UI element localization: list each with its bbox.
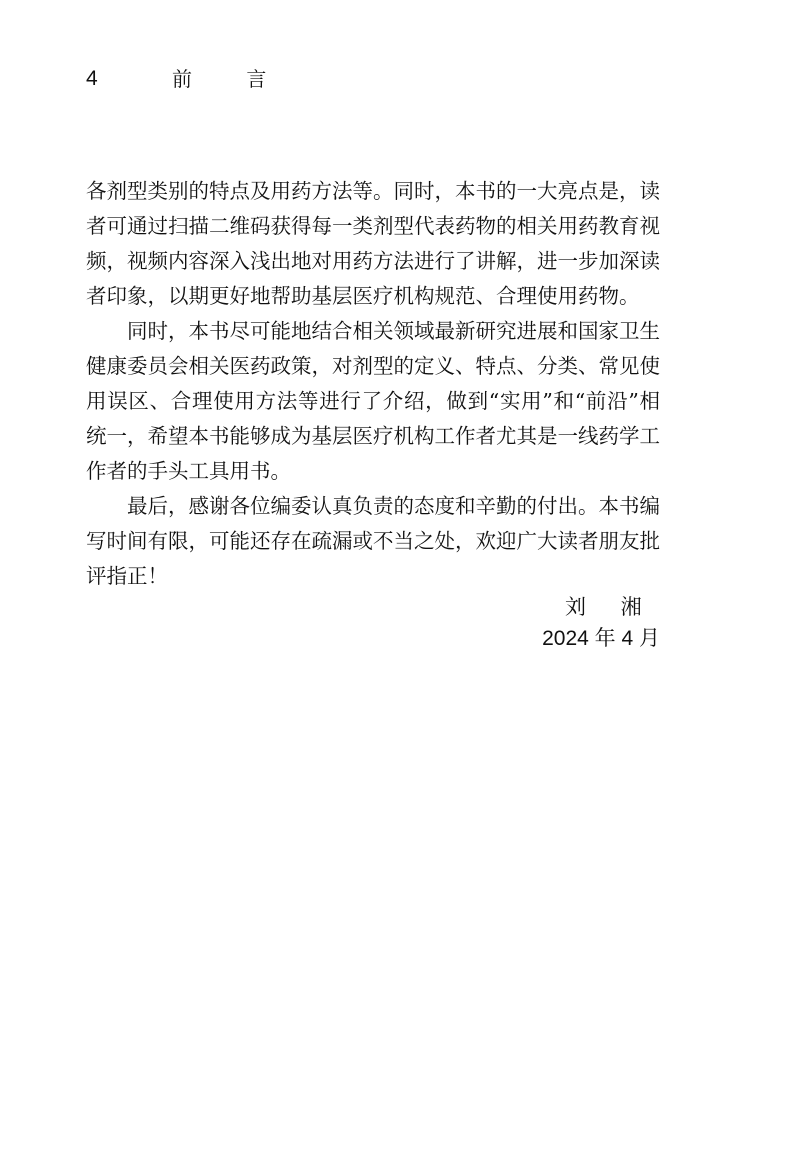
paragraph-policy: 同时，本书尽可能地结合相关领域最新研究进展和国家卫生健康委员会相关医药政策，对剂型的定义、特点、分类、常见使用误区、合理使用方法等进行了介绍，做到“实用”和“前沿”相统一，希望本书能够成为基层医疗机构工作者尤其是一线药学工作者的手头工具用书。: [86, 319, 660, 483]
page-number: 4: [86, 67, 98, 90]
paragraph-acknowledgement: 最后，感谢各位编委认真负责的态度和辛勤的付出。本书编写时间有限，可能还存在疏漏或不当之处，欢迎广大读者朋友批评指正！: [86, 494, 660, 588]
paragraph-continuation: 各剂型类别的特点及用药方法等。同时，本书的一大亮点是，读者可通过扫描二维码获得每一类剂型代表药物的相关用药教育视频，视频内容深入浅出地对用药方法进行了讲解，进一步加深读者印象，以期更好地帮助基层医疗机构规范、合理使用药物。: [86, 179, 660, 308]
running-title: 前 言: [172, 67, 291, 91]
signature-date: 2024 年 4 月: [542, 627, 660, 650]
author-signature: 刘 湘: [565, 595, 656, 619]
preface-body: [86, 174, 660, 594]
